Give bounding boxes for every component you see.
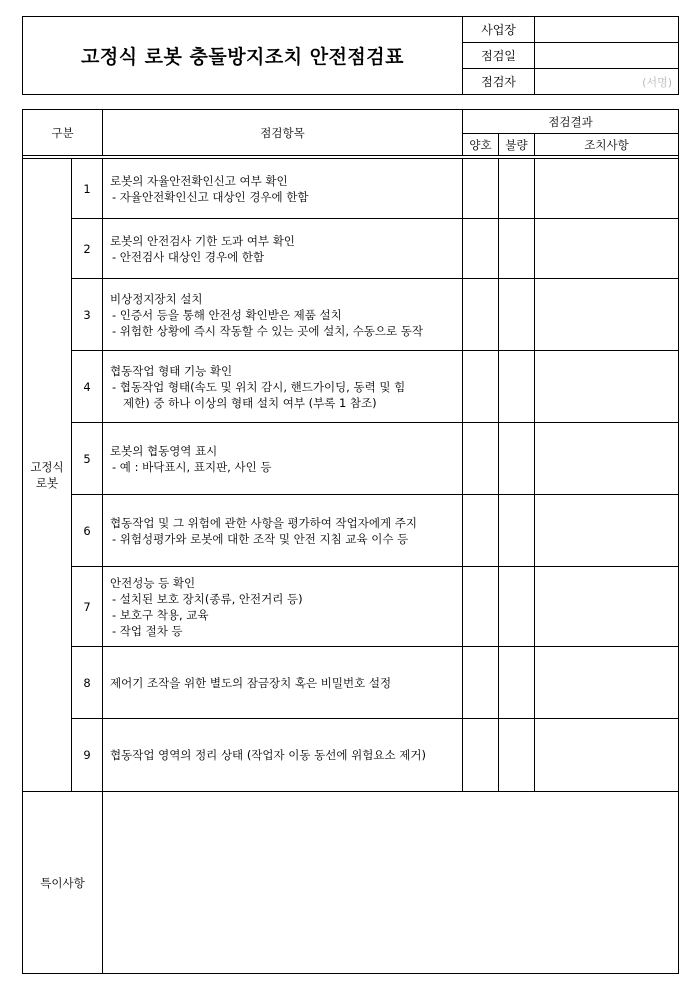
- category-cell: 고정식 로봇: [23, 159, 72, 792]
- item-description: [103, 159, 463, 219]
- inspection-date-label: 점검일: [463, 43, 535, 69]
- item-line: - 자율안전확인신고 대상인 경우에 한함: [112, 189, 309, 204]
- page-title: 고정식 로봇 충돌방지조치 안전점검표: [23, 17, 463, 95]
- good-check-cell[interactable]: [463, 647, 499, 719]
- item-line: 협동작업 영역의 정리 상태 (작업자 이동 동선에 위험요소 제거): [110, 748, 426, 762]
- item-description: [103, 279, 463, 351]
- item-number: 4: [72, 351, 103, 423]
- item-number: 1: [72, 159, 103, 219]
- action-cell[interactable]: [535, 159, 679, 219]
- item-line: 제어기 조작을 위한 별도의 잠금장치 혹은 비밀번호 설정: [110, 675, 392, 690]
- inspection-date-field[interactable]: [535, 43, 679, 69]
- bad-check-cell[interactable]: [499, 423, 535, 495]
- action-cell[interactable]: [535, 351, 679, 423]
- item-line: 로봇의 안전검사 기한 도과 여부 확인: [110, 233, 295, 248]
- checklist-row: [23, 495, 679, 567]
- bad-check-cell[interactable]: [499, 279, 535, 351]
- item-line: - 예 : 바닥표시, 표지판, 사인 등: [112, 459, 272, 474]
- bad-check-cell[interactable]: [499, 647, 535, 719]
- inspector-signature-field[interactable]: (서명): [535, 69, 679, 95]
- item-number: 7: [72, 567, 103, 647]
- action-cell[interactable]: [535, 423, 679, 495]
- action-cell[interactable]: [535, 279, 679, 351]
- col-result-header: 점검결과: [463, 110, 679, 134]
- item-line: - 보호구 착용, 교육: [112, 607, 209, 622]
- item-line: 로봇의 협동영역 표시: [110, 443, 218, 458]
- inspector-label: 점검자: [463, 69, 535, 95]
- item-number: 5: [72, 423, 103, 495]
- good-check-cell[interactable]: [463, 719, 499, 792]
- checklist-row: [23, 647, 679, 719]
- item-number: 6: [72, 495, 103, 567]
- item-number: 9: [72, 719, 103, 792]
- col-action-header: 조치사항: [535, 134, 679, 156]
- item-line: 협동작업 형태 기능 확인: [110, 363, 233, 378]
- col-item-header: 점검항목: [103, 110, 463, 156]
- item-description: [103, 567, 463, 647]
- bad-check-cell[interactable]: [499, 219, 535, 279]
- action-cell[interactable]: [535, 719, 679, 792]
- item-line: - 위험성평가와 로봇에 대한 조작 및 안전 지침 교육 이수 등: [112, 531, 409, 546]
- remarks-label: 특이사항: [23, 792, 103, 974]
- item-line: - 설치된 보호 장치(종류, 안전거리 등): [112, 591, 303, 606]
- remarks-field[interactable]: [103, 792, 679, 974]
- col-category-header: 구분: [23, 110, 103, 156]
- good-check-cell[interactable]: [463, 219, 499, 279]
- item-description: [103, 423, 463, 495]
- good-check-cell[interactable]: [463, 567, 499, 647]
- item-line: 제한) 중 하나 이상의 형태 설치 여부 (부록 1 참조): [123, 395, 377, 410]
- header-table: [22, 16, 679, 95]
- checklist-row: [23, 219, 679, 279]
- good-check-cell[interactable]: [463, 495, 499, 567]
- item-line: - 인증서 등을 통해 안전성 확인받은 제품 설치: [112, 307, 342, 322]
- item-description: [103, 647, 463, 719]
- item-line: - 협동작업 형태(속도 및 위치 감시, 핸드가이딩, 동력 및 힘: [112, 379, 406, 394]
- bad-check-cell[interactable]: [499, 567, 535, 647]
- checklist-table: [22, 109, 679, 974]
- col-good-header: 양호: [463, 134, 499, 156]
- checklist-row: [23, 719, 679, 792]
- item-line: - 위험한 상황에 즉시 작동할 수 있는 곳에 설치, 수동으로 동작: [112, 323, 423, 338]
- item-line: 로봇의 자율안전확인신고 여부 확인: [110, 173, 288, 188]
- col-bad-header: 불량: [499, 134, 535, 156]
- item-line: 비상정지장치 설치: [110, 291, 203, 306]
- good-check-cell[interactable]: [463, 351, 499, 423]
- item-line: - 안전검사 대상인 경우에 한함: [112, 249, 265, 264]
- item-line: 안전성능 등 확인: [110, 575, 196, 590]
- item-number: 8: [72, 647, 103, 719]
- checklist-row: [23, 279, 679, 351]
- item-description: [103, 219, 463, 279]
- checklist-row: [23, 567, 679, 647]
- good-check-cell[interactable]: [463, 159, 499, 219]
- checklist-row: [23, 351, 679, 423]
- action-cell[interactable]: [535, 567, 679, 647]
- bad-check-cell[interactable]: [499, 495, 535, 567]
- good-check-cell[interactable]: [463, 423, 499, 495]
- workplace-field[interactable]: [535, 17, 679, 43]
- action-cell[interactable]: [535, 495, 679, 567]
- item-description: [103, 495, 463, 567]
- bad-check-cell[interactable]: [499, 351, 535, 423]
- item-number: 3: [72, 279, 103, 351]
- checklist-row: [23, 159, 679, 219]
- action-cell[interactable]: [535, 647, 679, 719]
- bad-check-cell[interactable]: [499, 159, 535, 219]
- item-number: 2: [72, 219, 103, 279]
- item-description: [103, 719, 463, 792]
- item-line: - 작업 절차 등: [112, 623, 183, 638]
- checklist-row: [23, 423, 679, 495]
- item-line: 협동작업 및 그 위험에 관한 사항을 평가하여 작업자에게 주지: [110, 515, 417, 530]
- workplace-label: 사업장: [463, 17, 535, 43]
- good-check-cell[interactable]: [463, 279, 499, 351]
- bad-check-cell[interactable]: [499, 719, 535, 792]
- item-description: [103, 351, 463, 423]
- action-cell[interactable]: [535, 219, 679, 279]
